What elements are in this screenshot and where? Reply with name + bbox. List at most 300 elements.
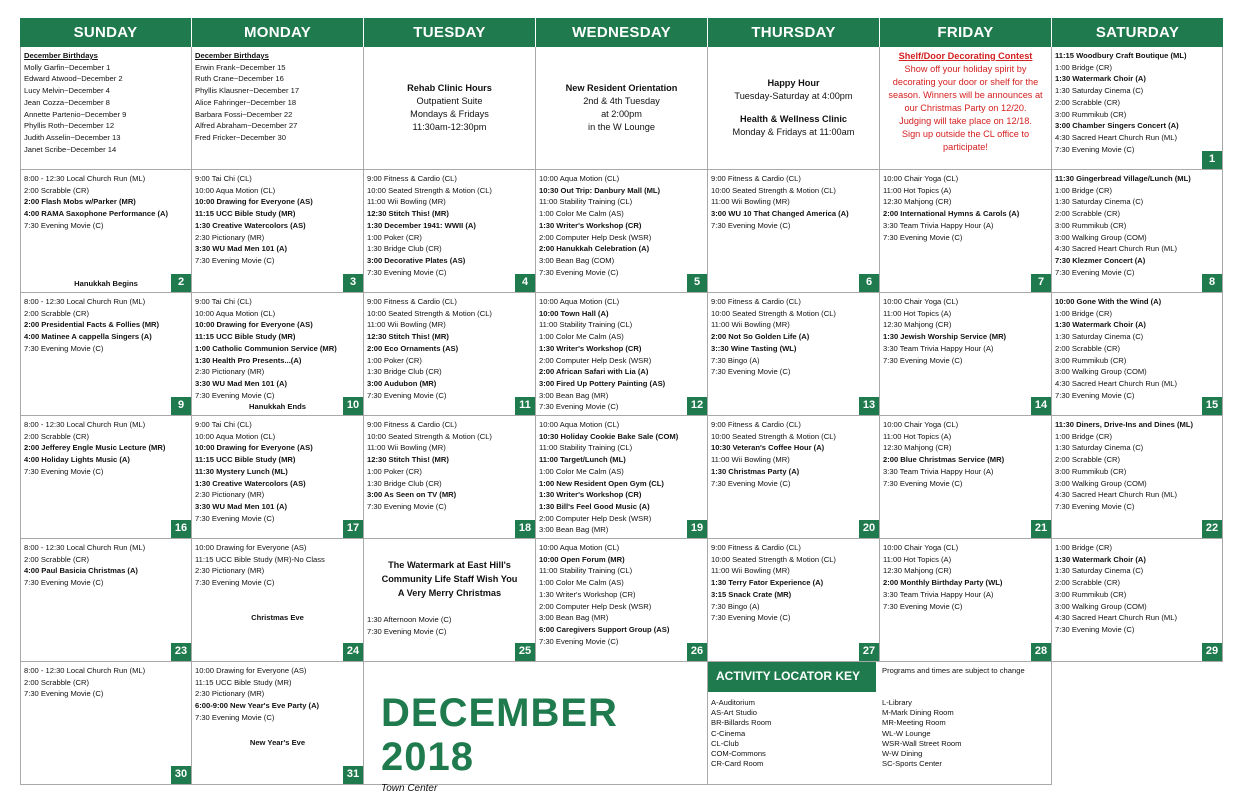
day-cell-29 [1052,539,1223,662]
day-cell-4 [364,170,536,293]
key-title: ACTIVITY LOCATOR KEY [708,662,876,692]
list-line: Jean Cozza~December 8 [24,97,110,107]
event-item: 3:30 WU Mad Men 101 (A) [195,501,287,511]
event-item: 4:00 RAMA Saxophone Performance (A) [24,209,169,219]
event-list [539,542,704,647]
day-cell-1 [1052,47,1223,170]
event-item: 6:00 Caregivers Support Group (AS) [539,624,670,634]
event-item: 9:00 Fitness & Cardio (CL) [711,174,801,183]
event-item: 7:30 Evening Movie (C) [1055,501,1135,511]
event-item: 7:30 Evening Movie (C) [883,232,963,242]
orientation-details [583,95,660,134]
event-list [711,542,876,624]
day-cell-23 [20,539,192,662]
event-item: 1:30 Health Pro Presents...(A) [195,355,302,365]
event-list [883,173,1048,243]
event-list [367,419,532,513]
day-number: 16 [171,520,191,538]
list-line: participate! [943,142,988,152]
day-cell-3 [192,170,364,293]
event-item: 11:15 UCC Bible Study (MR) [195,209,296,219]
event-list [24,296,188,355]
month-title-cell [364,662,708,794]
event-list [1055,173,1219,278]
event-item: 7:30 Evening Movie (C) [24,578,104,588]
event-list [1055,542,1219,636]
event-item: 4:30 Sacred Heart Church Run (ML) [1055,490,1177,500]
event-item: 10:30 Veteran's Coffee Hour (A) [711,443,825,453]
event-item: 2:00 Computer Help Desk (WSR) [539,232,652,242]
list-line: Phyllis Roth~December 12 [24,121,115,131]
rehab-title: Rehab Clinic Hours [407,83,492,93]
day-number: 26 [687,643,707,661]
calendar-grid [20,18,1223,794]
event-item: 10:00 Drawing for Everyone (AS) [195,666,307,675]
list-line: WL-W Lounge [882,728,931,738]
event-item: 1:30 Saturday Cinema (C) [1055,197,1144,207]
event-item: 4:30 Sacred Heart Church Run (ML) [1055,132,1177,142]
event-item: 10:00 Seated Strength & Motion (CL) [367,308,492,318]
event-item: 1:00 New Resident Open Gym (CL) [539,478,664,488]
list-line: CL-Club [711,738,739,748]
event-item: 1:30 Bill's Feel Good Music (A) [539,501,650,511]
event-item: 2:00 Presidential Facts & Follies (MR) [24,320,160,330]
day-cell-31 [192,662,364,785]
event-list [195,665,360,724]
event-item: 3:00 Chamber Singers Concert (A) [1055,121,1179,131]
event-item: 1:30 Bridge Club (CR) [367,244,442,254]
event-item: 7:30 Evening Movie (C) [24,689,104,699]
event-item: 7:30 Evening Movie (C) [367,267,447,277]
event-item: 11:00 Target/Lunch (ML) [539,455,626,465]
day-number: 23 [171,643,191,661]
happy-hour-time: Tuesday-Saturday at 4:00pm [734,91,853,101]
contest-details [883,63,1048,154]
orientation-title: New Resident Orientation [565,83,678,93]
event-item: 7:30 Klezmer Concert (A) [1055,255,1146,265]
event-item: 3:30 WU Mad Men 101 (A) [195,244,287,254]
event-item: 7:30 Evening Movie (C) [1055,390,1135,400]
header-thursday: THURSDAY [708,18,880,47]
holiday-note: New Year's Eve [249,738,306,747]
event-item: 1:30 Bridge Club (CR) [367,367,442,377]
birthday-list [24,62,188,156]
list-line: AS-Art Studio [711,708,758,718]
list-line: Janet Scribe~December 14 [24,144,117,154]
event-list [195,542,360,589]
day-number: 21 [1031,520,1051,538]
contest-title: Shelf/Door Decorating Contest [898,51,1033,61]
event-item: 1:30 Writer's Workshop (CR) [539,343,642,353]
event-item: 2:00 Scrabble (CR) [1055,455,1120,465]
day-number: 20 [859,520,879,538]
event-item: 7:30 Evening Movie (C) [539,402,619,412]
key-right-list [880,698,1051,769]
event-item: 9:00 Tai Chi (CL) [195,420,252,429]
event-item: 12:30 Stitch This! (MR) [367,209,449,219]
birthdays-cell-2 [192,47,364,170]
list-line: Phyllis Klausner~December 17 [195,86,300,96]
list-line: season. Winners will be announces at [888,90,1043,100]
day-number: 11 [515,397,535,415]
event-item: 3:30 Team Trivia Happy Hour (A) [883,220,994,230]
event-item: 3:00 Rummikub (CR) [1055,589,1127,599]
day-number: 24 [343,643,363,661]
event-list [711,173,876,232]
event-item: 3:00 Decorative Plates (AS) [367,255,466,265]
list-line: Sign up outside the CL office to [901,129,1030,139]
list-line: W-W Dining [882,749,923,759]
event-item: 2:00 Hanukkah Celebration (A) [539,244,650,254]
day-cell-14 [880,293,1052,416]
event-item: 2:00 Scrabble (CR) [24,185,89,195]
event-item: 10:30 Holiday Cookie Bake Sale (COM) [539,431,679,441]
event-item: 2:30 Pictionary (MR) [195,367,265,377]
event-list [24,542,188,589]
day-cell-5 [536,170,708,293]
event-item: 4:00 Paul Basicia Christmas (A) [24,566,138,576]
header-saturday: SATURDAY [1052,18,1223,47]
birthdays-heading: December Birthdays [195,51,269,60]
event-list [1055,419,1219,513]
birthday-list [195,62,360,144]
happy-hour-cell [708,47,880,170]
list-line: M-Mark Dining Room [882,708,954,718]
day-cell-6 [708,170,880,293]
event-item: 3:00 Rummikub (CR) [1055,220,1127,230]
event-item: 9:00 Fitness & Cardio (CL) [711,543,801,552]
event-item: 3:30 Team Trivia Happy Hour (A) [883,466,994,476]
event-item: 8:00 - 12:30 Local Church Run (ML) [24,420,146,429]
event-item: 10:00 Aqua Motion (CL) [195,185,276,195]
event-item: 1:30 Writer's Workshop (CR) [539,589,636,599]
christmas-message: The Watermark at East Hill's Community Life Staff Wish You A Very Merry Christmas [381,560,518,598]
day-number: 4 [515,274,535,292]
event-item: 3:00 Bean Bag (COM) [539,255,615,265]
day-number: 18 [515,520,535,538]
event-item: 1:00 Color Me Calm (AS) [539,209,624,219]
list-line: BR-Billards Room [711,718,772,728]
day-cell-24 [192,539,364,662]
event-list [24,173,188,232]
event-item: 1:00 Color Me Calm (AS) [539,578,624,588]
list-line: Alice Fahringer~December 18 [195,97,297,107]
event-item: 12:30 Mahjong (CR) [883,443,952,453]
event-item: 1:30 Writer's Workshop (CR) [539,220,642,230]
day-number: 1 [1202,151,1222,169]
day-number: 2 [171,274,191,292]
day-number: 6 [859,274,879,292]
event-item: 11:30 Diners, Drive-Ins and Dines (ML) [1055,420,1193,429]
list-line: Judging will take place on 12/18. [899,116,1032,126]
event-item: 9:00 Tai Chi (CL) [195,174,252,183]
event-item: 7:30 Evening Movie (C) [711,220,791,230]
event-item: 7:30 Evening Movie (C) [711,367,791,377]
list-line: C-Cinema [711,728,746,738]
event-item: 7:30 Evening Movie (C) [1055,144,1135,154]
event-item: 3:00 Rummikub (CR) [1055,109,1127,119]
event-item: 10:00 Drawing for Everyone (AS) [195,443,313,453]
event-item: 3:00 Rummikub (CR) [1055,355,1127,365]
event-item: 4:00 Holiday Lights Music (A) [24,455,130,465]
event-item: 2:00 Scrabble (CR) [1055,209,1120,219]
event-item: 10:00 Aqua Motion (CL) [539,174,620,183]
day-cell-2 [20,170,192,293]
event-item: 8:00 - 12:30 Local Church Run (ML) [24,543,146,552]
day-cell-15 [1052,293,1223,416]
event-item: 2:00 Scrabble (CR) [1055,578,1120,588]
event-list [883,542,1048,612]
event-item: 12:30 Stitch This! (MR) [367,332,449,342]
day-cell-10 [192,293,364,416]
event-item: 2:00 Scrabble (CR) [24,431,89,441]
event-item: 2:00 Computer Help Desk (WSR) [539,601,652,611]
event-item: 6:00-9:00 New Year's Eve Party (A) [195,701,320,711]
list-line: Edward Atwood~December 2 [24,74,123,84]
day-number: 22 [1202,520,1222,538]
event-item: 2:30 Pictionary (MR) [195,566,265,576]
event-item: 11:30 Gingerbread Village/Lunch (ML) [1055,174,1191,183]
event-item: 2:00 Scrabble (CR) [1055,97,1120,107]
event-item: 3:00 Bean Bag (MR) [539,390,609,400]
event-list [24,419,188,478]
event-item: 1:30 Watermark Choir (A) [1055,554,1146,564]
rehab-details [410,95,489,134]
event-item: 12:30 Mahjong (CR) [883,566,952,576]
event-item: 10:00 Aqua Motion (CL) [195,431,276,441]
event-item: 11:00 Wii Bowling (MR) [711,197,790,207]
event-item: 3:00 Walking Group (COM) [1055,601,1147,611]
header-monday: MONDAY [192,18,364,47]
holiday-note: Hanukkah Ends [249,402,306,411]
day-cell-26 [536,539,708,662]
day-number: 9 [171,397,191,415]
event-item: 1:00 Bridge (CR) [1055,431,1112,441]
list-line: Annette Partenio~December 9 [24,109,127,119]
event-item: 12:30 Stitch This! (MR) [367,455,449,465]
event-list [539,296,704,413]
event-item: 1:00 Bridge (CR) [1055,185,1112,195]
header-sunday: SUNDAY [20,18,192,47]
key-left-list [711,698,880,769]
list-line: L-Library [882,698,912,707]
event-item: 1:30 Saturday Cinema (C) [1055,443,1144,453]
event-item: 11:15 UCC Bible Study (MR) [195,332,296,342]
event-item: 3:00 Fired Up Pottery Painting (AS) [539,378,666,388]
day-cell-9 [20,293,192,416]
event-item: 3:30 WU Mad Men 101 (A) [195,378,287,388]
decorating-contest-cell [880,47,1052,170]
event-item: 1:30 Jewish Worship Service (MR) [883,332,1007,342]
event-item: 3:00 WU 10 That Changed America (A) [711,209,849,219]
event-item: 10:00 Aqua Motion (CL) [195,308,276,318]
event-item: 4:30 Sacred Heart Church Run (ML) [1055,244,1177,254]
list-line: our Christmas Party on 12/20. [904,103,1027,113]
event-item: 7:30 Evening Movie (C) [24,466,104,476]
event-item: 12:30 Mahjong (CR) [883,320,952,330]
event-item: 2:30 Pictionary (MR) [195,490,265,500]
day-cell-21 [880,416,1052,539]
birthdays-heading: December Birthdays [24,51,98,60]
event-item: 10:00 Open Forum (MR) [539,554,625,564]
event-item: 7:30 Evening Movie (C) [195,712,275,722]
event-item: 1:30 Saturday Cinema (C) [1055,566,1144,576]
event-list [883,296,1048,366]
day-cell-18 [364,416,536,539]
event-item: 2:00 Flash Mobs w/Parker (MR) [24,197,136,207]
day-number: 8 [1202,274,1222,292]
day-number: 31 [343,766,363,784]
event-item: 3:30 Team Trivia Happy Hour (A) [883,343,994,353]
event-list [539,419,704,536]
event-item: 7:30 Evening Movie (C) [711,478,791,488]
day-number: 19 [687,520,707,538]
event-item: 10:00 Seated Strength & Motion (CL) [367,431,492,441]
event-item: 2:00 Scrabble (CR) [24,677,89,687]
event-item: 7:30 Evening Movie (C) [883,355,963,365]
event-item: 3:30 Team Trivia Happy Hour (A) [883,589,994,599]
list-line: Alfred Abraham~December 27 [195,121,298,131]
day-number: 5 [687,274,707,292]
event-item: 2:00 Scrabble (CR) [24,308,89,318]
day-number: 30 [171,766,191,784]
event-item: 2:30 Pictionary (MR) [195,689,265,699]
event-item: 1:30 December 1941: WWII (A) [367,220,476,230]
event-list [24,665,188,700]
event-item: 10:00 Aqua Motion (CL) [539,543,620,552]
event-item: 3::30 Wine Tasting (WL) [711,343,797,353]
event-item: 7:30 Evening Movie (C) [195,390,275,400]
day-number: 15 [1202,397,1222,415]
event-item: 10:00 Seated Strength & Motion (CL) [711,554,836,564]
event-item: 11:00 Hot Topics (A) [883,431,952,441]
event-item: 7:30 Evening Movie (C) [883,478,963,488]
event-item: 4:00 Matinee A cappella Singers (A) [24,332,152,342]
event-item: 7:30 Evening Movie (C) [367,390,447,400]
event-item: 7:30 Evening Movie (C) [195,255,275,265]
event-item: 1:00 Bridge (CR) [1055,62,1112,72]
list-line: Erwin Frank~December 15 [195,62,286,72]
day-number: 3 [343,274,363,292]
event-item: 11:00 Hot Topics (A) [883,554,952,564]
event-item: 11:00 Wii Bowling (MR) [367,443,446,453]
event-item: 1:30 Terry Fator Experience (A) [711,578,824,588]
event-item: 10:00 Seated Strength & Motion (CL) [367,185,492,195]
list-line: MR-Meeting Room [882,718,946,728]
day-cell-20 [708,416,880,539]
event-item: 11:00 Stability Training (CL) [539,443,633,453]
event-item: 7:30 Evening Movie (C) [1055,624,1135,634]
event-item: 2:00 International Hymns & Carols (A) [883,209,1020,219]
event-item: 11:00 Stability Training (CL) [539,320,633,330]
key-note: Programs and times are subject to change [882,666,1025,675]
holiday-note: Hanukkah Begins [74,279,138,288]
event-item: 8:00 - 12:30 Local Church Run (ML) [24,666,146,675]
list-line: A-Auditorium [711,698,755,707]
rehab-info-cell [364,47,536,170]
list-line: Judith Asselin~December 13 [24,132,121,142]
event-item: 10:00 Drawing for Everyone (AS) [195,320,313,330]
list-line: Lucy Melvin~December 4 [24,86,110,96]
day-cell-7 [880,170,1052,293]
day-number: 10 [343,397,363,415]
event-item: 11:15 Woodbury Craft Boutique (ML) [1055,51,1187,60]
event-item: 11:00 Wii Bowling (MR) [711,455,790,465]
event-item: 10:00 Seated Strength & Motion (CL) [711,308,836,318]
day-cell-27 [708,539,880,662]
list-line: Molly Garfin~December 1 [24,62,111,72]
day-number: 7 [1031,274,1051,292]
day-cell-22 [1052,416,1223,539]
event-item: 1:30 Watermark Choir (A) [1055,74,1146,84]
event-list [195,173,360,267]
event-item: 7:30 Evening Movie (C) [1055,267,1135,277]
month-title: DECEMBER 2018 [381,691,618,779]
event-list [195,419,360,524]
event-item: 1:00 Poker (CR) [367,232,422,242]
list-line: Barbara Fossi~December 22 [195,109,293,119]
event-item: 1:00 Color Me Calm (AS) [539,332,624,342]
event-item: 1:30 Saturday Cinema (C) [1055,86,1144,96]
event-item: 7:30 Evening Movie (C) [24,343,104,353]
location-subtitle: Town Center [381,783,438,794]
list-line: in the W Lounge [588,122,655,132]
birthdays-cell-1 [20,47,192,170]
event-item: 10:30 Out Trip: Danbury Mall (ML) [539,185,661,195]
event-item: 11:00 Wii Bowling (MR) [711,566,790,576]
day-number: 12 [687,397,707,415]
event-item: 8:00 - 12:30 Local Church Run (ML) [24,174,146,183]
event-item: 9:00 Fitness & Cardio (CL) [367,420,457,429]
event-item: 9:00 Fitness & Cardio (CL) [711,297,801,306]
event-item: 2:00 Blue Christmas Service (MR) [883,455,1005,465]
event-item: 4:30 Sacred Heart Church Run (ML) [1055,378,1177,388]
event-item: 1:30 Bridge Club (CR) [367,478,442,488]
event-item: 11:15 UCC Bible Study (MR)-No Class [195,554,325,564]
day-number: 17 [343,520,363,538]
event-item: 2:00 Computer Help Desk (WSR) [539,355,652,365]
event-item: 1:00 Color Me Calm (AS) [539,466,624,476]
list-line: Fred Fricker~December 30 [195,132,286,142]
day-number: 27 [859,643,879,661]
event-item: 2:00 African Safari with Lia (A) [539,367,649,377]
event-item: 1:00 Poker (CR) [367,355,422,365]
event-list [539,173,704,278]
event-item: 10:00 Aqua Motion (CL) [539,297,620,306]
event-item: 7:30 Evening Movie (C) [367,501,447,511]
activity-locator-key [708,662,1052,785]
event-item: 2:00 Scrabble (CR) [1055,343,1120,353]
event-item: 8:00 - 12:30 Local Church Run (ML) [24,297,146,306]
event-item: 3:00 Walking Group (COM) [1055,478,1147,488]
list-line: Mondays & Fridays [410,109,489,119]
event-item: 10:00 Town Hall (A) [539,308,609,318]
list-line: COM-Commons [711,749,766,759]
day-cell-16 [20,416,192,539]
day-cell-8 [1052,170,1223,293]
event-item: 7:30 Evening Movie (C) [711,613,791,623]
event-item: 1:00 Poker (CR) [367,466,422,476]
event-item: 1:00 Catholic Communion Service (MR) [195,343,337,353]
event-list [883,419,1048,489]
event-item: 1:30 Christmas Party (A) [711,466,800,476]
event-item: 7:30 Evening Movie (C) [539,636,619,646]
event-item: 3:00 Rummikub (CR) [1055,466,1127,476]
event-item: 10:00 Drawing for Everyone (AS) [195,197,313,207]
event-item: 11:00 Stability Training (CL) [539,197,633,207]
event-list [1055,296,1219,401]
event-item: 11:00 Stability Training (CL) [539,566,633,576]
